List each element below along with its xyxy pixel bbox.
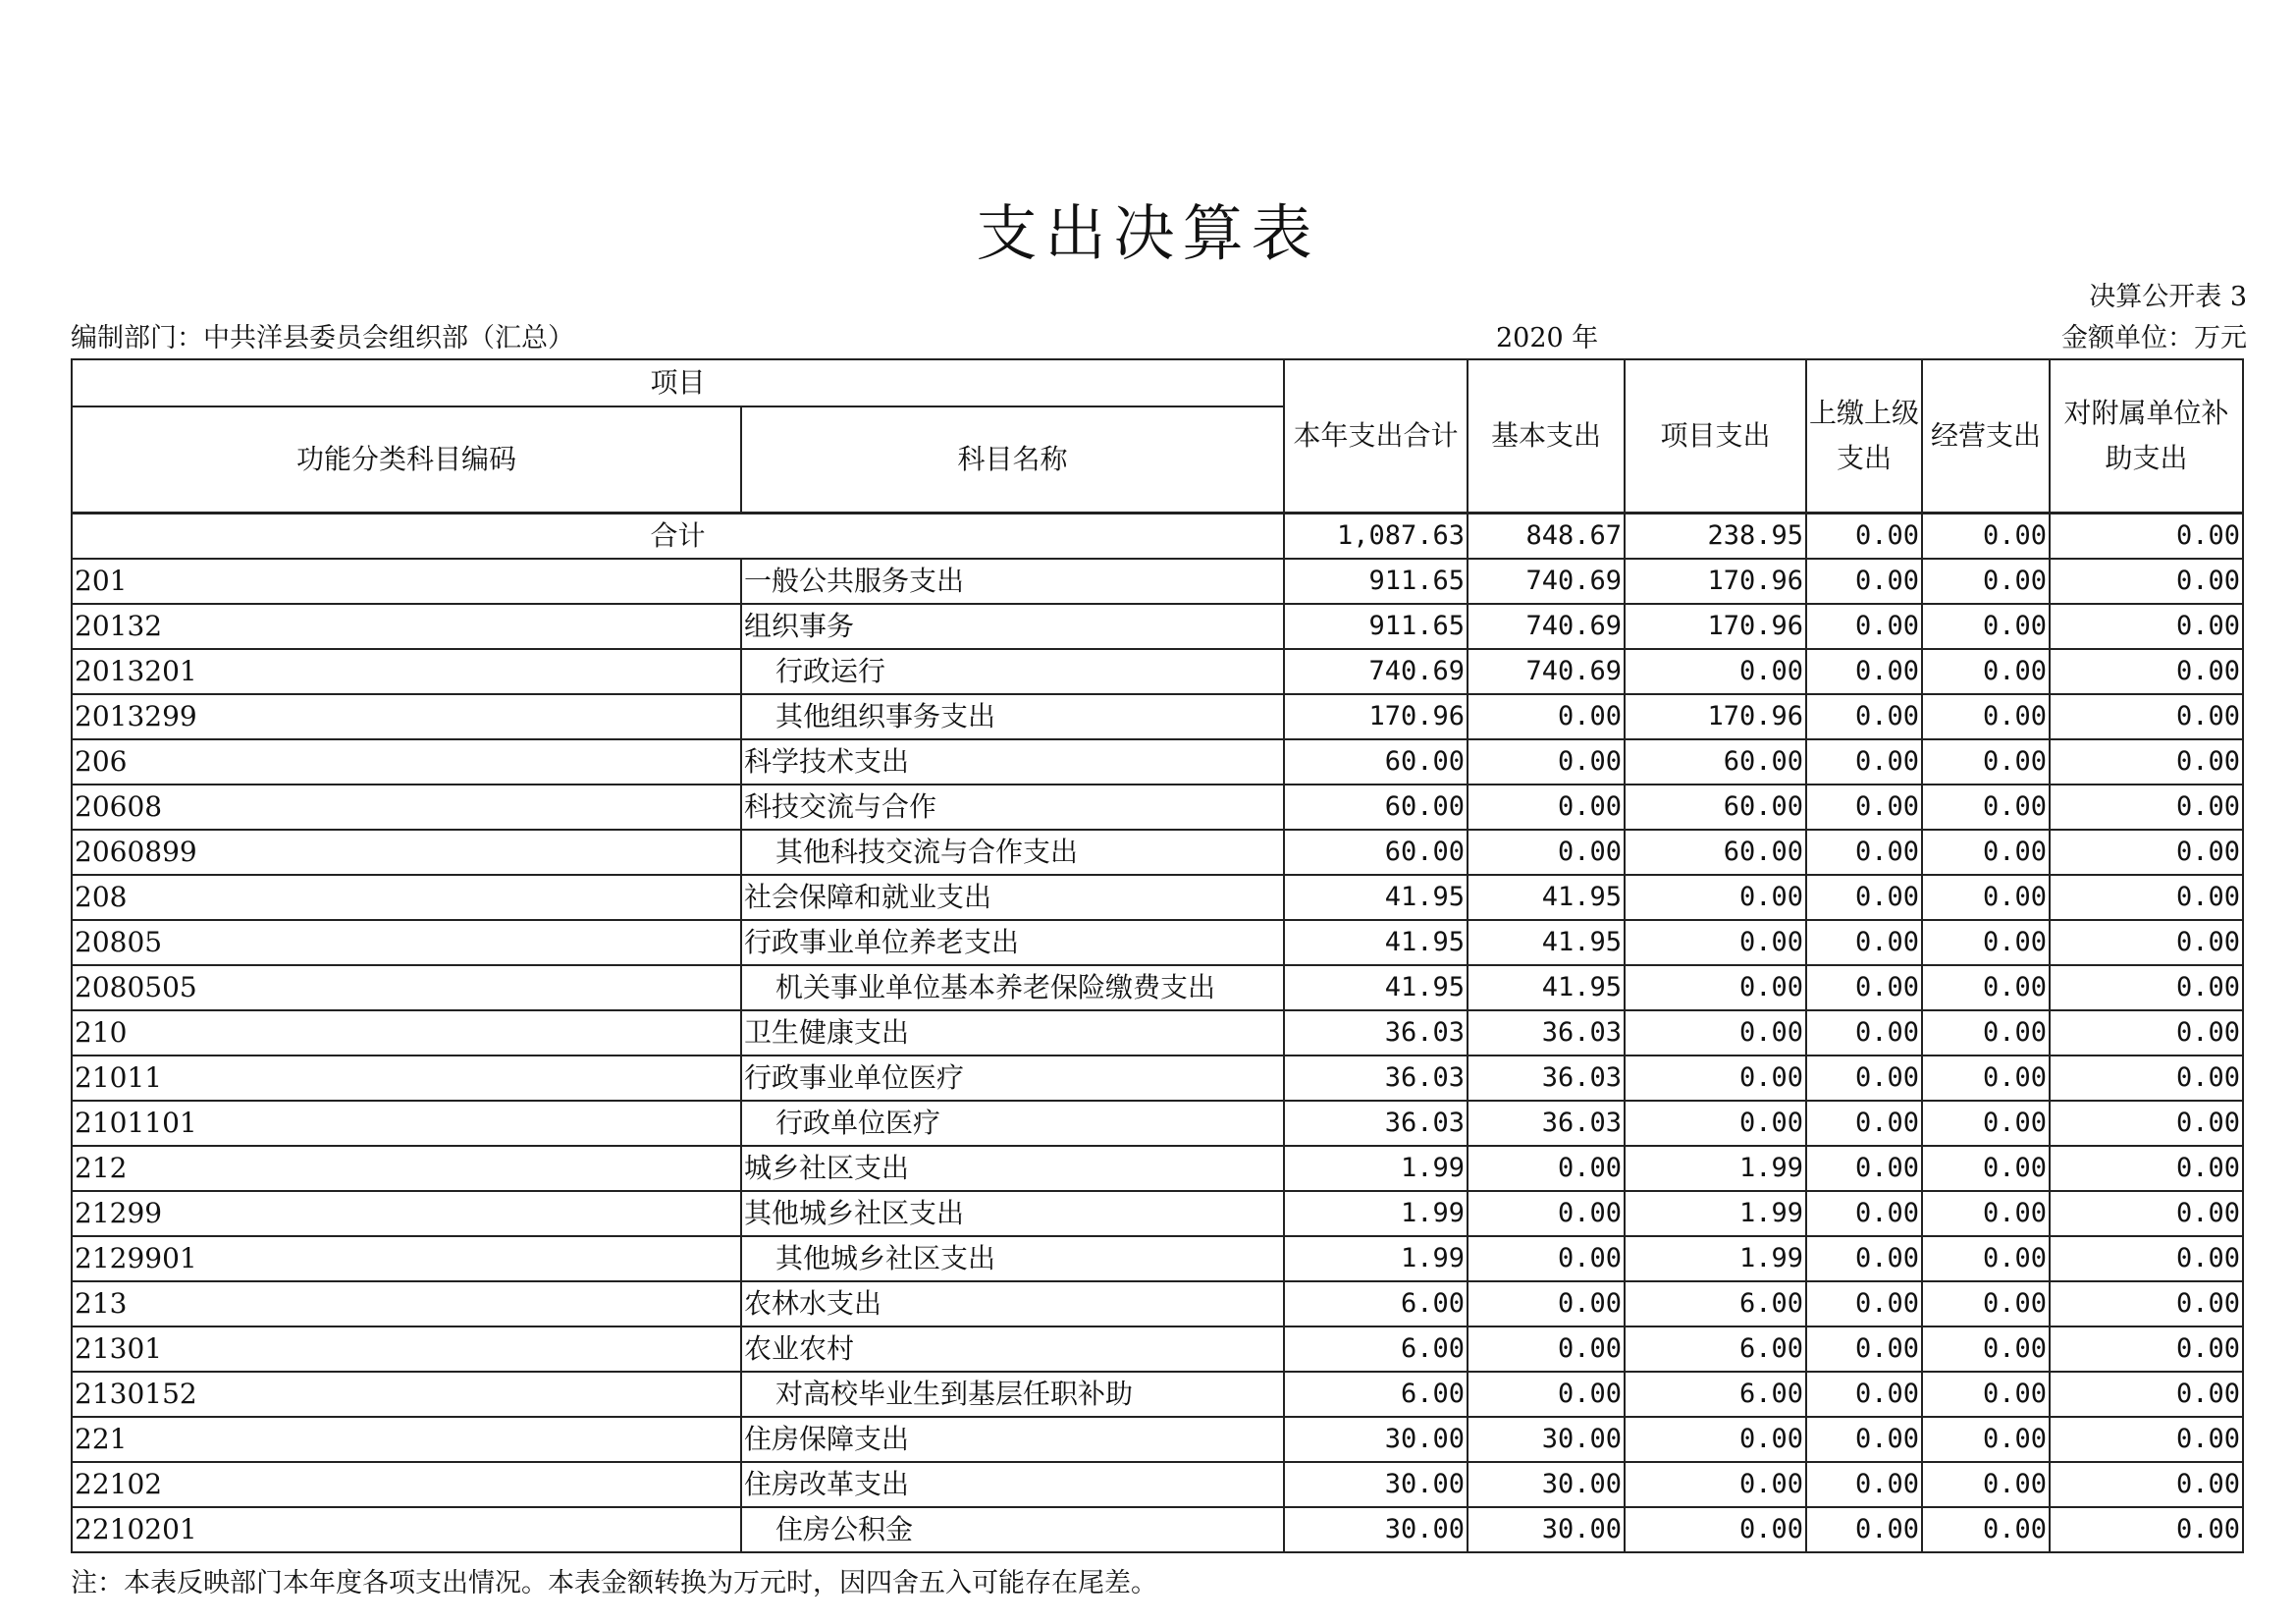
table-row — [72, 1101, 2243, 1146]
meta-line — [71, 316, 2247, 355]
code-cell: 22102 — [72, 1462, 741, 1507]
basic-cell: 0.00 — [1468, 1372, 1625, 1417]
code-cell: 2101101 — [72, 1101, 741, 1146]
subsidy-cell: 0.00 — [2050, 739, 2243, 785]
name-cell — [741, 559, 1284, 604]
subsidy-cell: 0.00 — [2050, 1417, 2243, 1462]
name-cell — [741, 1462, 1284, 1507]
header-basic: 基本支出 — [1468, 359, 1625, 514]
subsidy-cell: 0.00 — [2050, 1372, 2243, 1417]
item-cell: 1.99 — [1625, 1236, 1806, 1281]
upper-cell: 0.00 — [1806, 1010, 1922, 1056]
code-cell: 221 — [72, 1417, 741, 1462]
subsidy-cell: 0.00 — [2050, 1236, 2243, 1281]
code-cell: 21299 — [72, 1191, 741, 1236]
subsidy-cell: 0.00 — [2050, 830, 2243, 875]
name-text: 科技交流与合作 — [744, 790, 937, 823]
upper-cell: 0.00 — [1806, 1281, 1922, 1326]
header-business: 经营支出 — [1922, 359, 2050, 514]
item-cell: 60.00 — [1625, 739, 1806, 785]
basic-cell: 30.00 — [1468, 1462, 1625, 1507]
subsidy-cell: 0.00 — [2050, 514, 2243, 560]
upper-cell: 0.00 — [1806, 1372, 1922, 1417]
business-cell: 0.00 — [1922, 1191, 2050, 1236]
name-cell — [741, 1146, 1284, 1191]
subsidy-cell: 0.00 — [2050, 559, 2243, 604]
name-cell — [741, 1326, 1284, 1372]
total-cell: 41.95 — [1284, 965, 1468, 1010]
name-text: 农林水支出 — [744, 1287, 882, 1320]
code-cell: 21301 — [72, 1326, 741, 1372]
business-cell: 0.00 — [1922, 785, 2050, 830]
table-row — [72, 1010, 2243, 1056]
name-cell — [741, 1417, 1284, 1462]
name-cell — [741, 694, 1284, 739]
total-cell: 60.00 — [1284, 739, 1468, 785]
table-row — [72, 920, 2243, 965]
table-row — [72, 1191, 2243, 1236]
name-cell — [741, 1056, 1284, 1101]
item-cell: 170.96 — [1625, 604, 1806, 649]
total-cell: 911.65 — [1284, 604, 1468, 649]
item-cell: 0.00 — [1625, 1417, 1806, 1462]
total-cell: 1,087.63 — [1284, 514, 1468, 560]
upper-cell: 0.00 — [1806, 1191, 1922, 1236]
name-text: 其他科技交流与合作支出 — [775, 836, 1079, 868]
upper-cell: 0.00 — [1806, 920, 1922, 965]
name-cell — [741, 1236, 1284, 1281]
name-text: 住房保障支出 — [744, 1423, 910, 1455]
year-label: 2020 年 — [1496, 323, 1599, 353]
upper-cell: 0.00 — [1806, 875, 1922, 920]
name-text: 其他城乡社区支出 — [775, 1242, 996, 1274]
subsidy-cell: 0.00 — [2050, 1056, 2243, 1101]
upper-cell: 0.00 — [1806, 1056, 1922, 1101]
subsidy-cell: 0.00 — [2050, 1326, 2243, 1372]
item-cell: 0.00 — [1625, 1507, 1806, 1552]
table-row — [72, 649, 2243, 694]
table-row — [72, 785, 2243, 830]
business-cell: 0.00 — [1922, 920, 2050, 965]
name-cell — [741, 1507, 1284, 1552]
expenditure-table — [71, 358, 2244, 1553]
name-cell — [741, 830, 1284, 875]
name-text: 卫生健康支出 — [744, 1016, 910, 1049]
table-row — [72, 1417, 2243, 1462]
business-cell: 0.00 — [1922, 1101, 2050, 1146]
table-row — [72, 1462, 2243, 1507]
name-text: 行政运行 — [775, 655, 886, 687]
name-text: 社会保障和就业支出 — [744, 881, 992, 913]
total-cell: 36.03 — [1284, 1056, 1468, 1101]
name-cell — [741, 739, 1284, 785]
upper-cell: 0.00 — [1806, 1326, 1922, 1372]
item-cell: 0.00 — [1625, 920, 1806, 965]
upper-cell: 0.00 — [1806, 559, 1922, 604]
total-cell: 911.65 — [1284, 559, 1468, 604]
subsidy-cell: 0.00 — [2050, 1010, 2243, 1056]
total-cell: 36.03 — [1284, 1010, 1468, 1056]
basic-cell: 0.00 — [1468, 830, 1625, 875]
subsidy-cell: 0.00 — [2050, 785, 2243, 830]
code-cell: 2210201 — [72, 1507, 741, 1552]
basic-cell: 41.95 — [1468, 875, 1625, 920]
item-cell: 1.99 — [1625, 1191, 1806, 1236]
code-cell: 20608 — [72, 785, 741, 830]
business-cell: 0.00 — [1922, 830, 2050, 875]
total-cell: 30.00 — [1284, 1507, 1468, 1552]
basic-cell: 848.67 — [1468, 514, 1625, 560]
business-cell: 0.00 — [1922, 514, 2050, 560]
subsidy-cell: 0.00 — [2050, 965, 2243, 1010]
business-cell: 0.00 — [1922, 1146, 2050, 1191]
name-text: 城乡社区支出 — [744, 1152, 910, 1184]
name-text: 对高校毕业生到基层任职补助 — [775, 1378, 1134, 1410]
item-cell: 6.00 — [1625, 1281, 1806, 1326]
name-cell — [741, 1191, 1284, 1236]
basic-cell: 740.69 — [1468, 649, 1625, 694]
item-cell: 60.00 — [1625, 785, 1806, 830]
code-cell: 212 — [72, 1146, 741, 1191]
code-cell: 2060899 — [72, 830, 741, 875]
basic-cell: 36.03 — [1468, 1056, 1625, 1101]
basic-cell: 36.03 — [1468, 1101, 1625, 1146]
name-text: 农业农村 — [744, 1332, 855, 1365]
basic-cell: 36.03 — [1468, 1010, 1625, 1056]
basic-cell: 30.00 — [1468, 1507, 1625, 1552]
name-cell — [741, 920, 1284, 965]
subsidy-cell: 0.00 — [2050, 1101, 2243, 1146]
business-cell: 0.00 — [1922, 559, 2050, 604]
total-cell: 6.00 — [1284, 1372, 1468, 1417]
business-cell: 0.00 — [1922, 1417, 2050, 1462]
business-cell: 0.00 — [1922, 1010, 2050, 1056]
item-cell: 238.95 — [1625, 514, 1806, 560]
footnote: 注：本表反映部门本年度各项支出情况。本表金额转换为万元时，因四舍五入可能存在尾差。 — [71, 1568, 1157, 1598]
upper-cell: 0.00 — [1806, 1236, 1922, 1281]
business-cell: 0.00 — [1922, 875, 2050, 920]
code-cell: 2130152 — [72, 1372, 741, 1417]
subsidy-cell: 0.00 — [2050, 649, 2243, 694]
basic-cell: 0.00 — [1468, 785, 1625, 830]
subsidy-cell: 0.00 — [2050, 875, 2243, 920]
subsidy-cell: 0.00 — [2050, 694, 2243, 739]
table-row — [72, 830, 2243, 875]
code-cell: 20132 — [72, 604, 741, 649]
code-cell: 21011 — [72, 1056, 741, 1101]
upper-cell: 0.00 — [1806, 830, 1922, 875]
name-text: 行政事业单位医疗 — [744, 1061, 965, 1094]
upper-cell: 0.00 — [1806, 694, 1922, 739]
table-row — [72, 1236, 2243, 1281]
total-cell: 1.99 — [1284, 1146, 1468, 1191]
upper-cell: 0.00 — [1806, 649, 1922, 694]
name-text: 其他组织事务支出 — [775, 700, 996, 732]
subsidy-cell: 0.00 — [2050, 1146, 2243, 1191]
header-upper: 上缴上级支出 — [1806, 359, 1922, 514]
code-cell: 20805 — [72, 920, 741, 965]
basic-cell: 0.00 — [1468, 1281, 1625, 1326]
basic-cell: 0.00 — [1468, 1146, 1625, 1191]
name-text: 住房改革支出 — [744, 1468, 910, 1500]
item-cell: 6.00 — [1625, 1326, 1806, 1372]
total-cell: 41.95 — [1284, 875, 1468, 920]
subsidy-cell: 0.00 — [2050, 1191, 2243, 1236]
item-cell: 6.00 — [1625, 1372, 1806, 1417]
basic-cell: 740.69 — [1468, 559, 1625, 604]
table-row — [72, 559, 2243, 604]
name-text: 住房公积金 — [775, 1513, 914, 1545]
item-cell: 0.00 — [1625, 875, 1806, 920]
upper-cell: 0.00 — [1806, 965, 1922, 1010]
business-cell: 0.00 — [1922, 604, 2050, 649]
table-row — [72, 1507, 2243, 1552]
basic-cell: 0.00 — [1468, 1236, 1625, 1281]
total-cell: 6.00 — [1284, 1281, 1468, 1326]
subsidy-cell: 0.00 — [2050, 920, 2243, 965]
business-cell: 0.00 — [1922, 739, 2050, 785]
total-cell: 1.99 — [1284, 1191, 1468, 1236]
item-cell: 0.00 — [1625, 1056, 1806, 1101]
business-cell: 0.00 — [1922, 1236, 2050, 1281]
name-cell — [741, 1010, 1284, 1056]
name-text: 组织事务 — [744, 610, 855, 642]
business-cell: 0.00 — [1922, 694, 2050, 739]
name-cell — [741, 785, 1284, 830]
header-name: 科目名称 — [741, 406, 1284, 514]
item-cell: 0.00 — [1625, 649, 1806, 694]
basic-cell: 41.95 — [1468, 920, 1625, 965]
name-cell — [741, 965, 1284, 1010]
table-row — [72, 604, 2243, 649]
code-cell: 210 — [72, 1010, 741, 1056]
upper-cell: 0.00 — [1806, 1101, 1922, 1146]
header-item: 项目支出 — [1625, 359, 1806, 514]
table-body — [72, 514, 2243, 1553]
name-text: 一般公共服务支出 — [744, 565, 965, 597]
subsidy-cell: 0.00 — [2050, 1462, 2243, 1507]
item-cell: 1.99 — [1625, 1146, 1806, 1191]
table-row — [72, 739, 2243, 785]
code-cell: 201 — [72, 559, 741, 604]
total-cell: 740.69 — [1284, 649, 1468, 694]
table-row — [72, 1326, 2243, 1372]
total-label: 合计 — [72, 514, 1284, 560]
basic-cell: 30.00 — [1468, 1417, 1625, 1462]
table-row — [72, 1146, 2243, 1191]
header-total: 本年支出合计 — [1284, 359, 1468, 514]
table-row — [72, 1281, 2243, 1326]
department-label: 编制部门：中共洋县委员会组织部（汇总） — [71, 323, 574, 353]
name-text: 行政单位医疗 — [775, 1107, 941, 1139]
business-cell: 0.00 — [1922, 1462, 2050, 1507]
subsidy-cell: 0.00 — [2050, 1507, 2243, 1552]
code-cell: 206 — [72, 739, 741, 785]
total-cell: 170.96 — [1284, 694, 1468, 739]
item-cell: 0.00 — [1625, 1462, 1806, 1507]
upper-cell: 0.00 — [1806, 1507, 1922, 1552]
code-cell: 2080505 — [72, 965, 741, 1010]
code-cell: 208 — [72, 875, 741, 920]
total-cell: 36.03 — [1284, 1101, 1468, 1146]
upper-cell: 0.00 — [1806, 785, 1922, 830]
unit-label: 金额单位：万元 — [2061, 323, 2247, 353]
upper-cell: 0.00 — [1806, 1417, 1922, 1462]
name-cell — [741, 1101, 1284, 1146]
total-cell: 41.95 — [1284, 920, 1468, 965]
basic-cell: 0.00 — [1468, 1191, 1625, 1236]
business-cell: 0.00 — [1922, 1507, 2050, 1552]
name-text: 机关事业单位基本养老保险缴费支出 — [775, 971, 1216, 1003]
upper-cell: 0.00 — [1806, 739, 1922, 785]
subsidy-cell: 0.00 — [2050, 604, 2243, 649]
name-text: 行政事业单位养老支出 — [744, 926, 1020, 958]
name-cell — [741, 875, 1284, 920]
upper-cell: 0.00 — [1806, 1462, 1922, 1507]
subsidy-cell: 0.00 — [2050, 1281, 2243, 1326]
total-cell: 30.00 — [1284, 1462, 1468, 1507]
header-project: 项目 — [72, 359, 1284, 406]
table-row — [72, 875, 2243, 920]
page-title: 支出决算表 — [976, 197, 1320, 269]
total-cell: 60.00 — [1284, 830, 1468, 875]
upper-cell: 0.00 — [1806, 514, 1922, 560]
business-cell: 0.00 — [1922, 1056, 2050, 1101]
business-cell: 0.00 — [1922, 1281, 2050, 1326]
total-row — [72, 514, 2243, 560]
total-cell: 1.99 — [1284, 1236, 1468, 1281]
item-cell: 0.00 — [1625, 1010, 1806, 1056]
business-cell: 0.00 — [1922, 1326, 2050, 1372]
business-cell: 0.00 — [1922, 965, 2050, 1010]
code-cell: 2129901 — [72, 1236, 741, 1281]
item-cell: 170.96 — [1625, 559, 1806, 604]
name-text: 其他城乡社区支出 — [744, 1197, 965, 1229]
name-text: 科学技术支出 — [744, 745, 910, 778]
business-cell: 0.00 — [1922, 1372, 2050, 1417]
header-code: 功能分类科目编码 — [72, 406, 741, 514]
header-subsidy: 对附属单位补助支出 — [2050, 359, 2243, 514]
basic-cell: 0.00 — [1468, 739, 1625, 785]
business-cell: 0.00 — [1922, 649, 2050, 694]
item-cell: 0.00 — [1625, 1101, 1806, 1146]
basic-cell: 41.95 — [1468, 965, 1625, 1010]
upper-cell: 0.00 — [1806, 604, 1922, 649]
name-cell — [741, 1281, 1284, 1326]
item-cell: 60.00 — [1625, 830, 1806, 875]
basic-cell: 0.00 — [1468, 694, 1625, 739]
total-cell: 6.00 — [1284, 1326, 1468, 1372]
table-row — [72, 1372, 2243, 1417]
table-row — [72, 965, 2243, 1010]
table-row — [72, 694, 2243, 739]
item-cell: 0.00 — [1625, 965, 1806, 1010]
total-cell: 30.00 — [1284, 1417, 1468, 1462]
name-cell — [741, 649, 1284, 694]
table-row — [72, 1056, 2243, 1101]
basic-cell: 740.69 — [1468, 604, 1625, 649]
item-cell: 170.96 — [1625, 694, 1806, 739]
form-number: 决算公开表 3 — [2089, 282, 2247, 312]
code-cell: 2013299 — [72, 694, 741, 739]
code-cell: 213 — [72, 1281, 741, 1326]
total-cell: 60.00 — [1284, 785, 1468, 830]
code-cell: 2013201 — [72, 649, 741, 694]
basic-cell: 0.00 — [1468, 1326, 1625, 1372]
name-cell — [741, 604, 1284, 649]
name-cell — [741, 1372, 1284, 1417]
upper-cell: 0.00 — [1806, 1146, 1922, 1191]
